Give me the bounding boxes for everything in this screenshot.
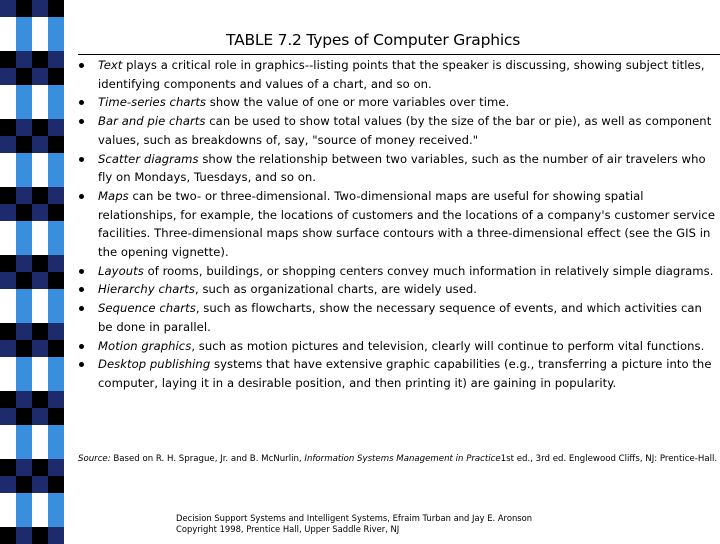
- stripe-cell: [16, 527, 32, 544]
- bullet-term: Time-series charts: [98, 95, 207, 110]
- stripe-cell: [16, 357, 32, 374]
- stripe-cell: [32, 136, 48, 153]
- stripe-cell: [48, 238, 64, 255]
- bullet-item: [76, 112, 716, 149]
- stripe-cell: [32, 272, 48, 289]
- stripe-cell: [0, 0, 16, 17]
- bullet-term: Text: [98, 58, 123, 72]
- stripe-cell: [48, 391, 64, 408]
- decorative-stripe-bar: [0, 0, 64, 540]
- stripe-cell: [16, 323, 32, 340]
- stripe-cell: [32, 357, 48, 374]
- stripe-cell: [32, 221, 48, 238]
- stripe-cell: [32, 187, 48, 204]
- stripe-cell: [16, 119, 32, 136]
- stripe-cell: [0, 408, 16, 425]
- stripe-cell: [0, 510, 16, 527]
- stripe-cell: [16, 238, 32, 255]
- stripe-cell: [48, 323, 64, 340]
- stripe-cell: [0, 187, 16, 204]
- bullet-term: Hierarchy charts: [98, 282, 195, 297]
- stripe-cell: [32, 119, 48, 136]
- stripe-cell: [48, 204, 64, 221]
- stripe-cell: [48, 85, 64, 102]
- stripe-cell: [16, 221, 32, 238]
- stripe-cell: [0, 119, 16, 136]
- stripe-cell: [0, 221, 16, 238]
- bullet-text: of rooms, buildings, or shopping centers convey much information in relatively simple diagrams.: [147, 263, 714, 278]
- stripe-cell: [48, 527, 64, 544]
- stripe-cell: [48, 68, 64, 85]
- stripe-cell: [16, 187, 32, 204]
- stripe-cell: [32, 408, 48, 425]
- bullet-text: , such as organizational charts, are widely used.: [194, 282, 478, 297]
- stripe-cell: [32, 510, 48, 527]
- stripe-cell: [0, 323, 16, 340]
- bullet-dot-icon: [79, 344, 84, 349]
- stripe-cell: [32, 102, 48, 119]
- stripe-cell: [0, 238, 16, 255]
- stripe-cell: [32, 340, 48, 357]
- stripe-cell: [0, 153, 16, 170]
- bullet-item: [76, 280, 716, 299]
- source-text-after: 1st ed., 3rd ed. Englewood Cliffs, NJ: Prentice-Hall.: [500, 454, 718, 464]
- stripe-column: [32, 0, 48, 540]
- stripe-cell: [0, 170, 16, 187]
- stripe-cell: [16, 102, 32, 119]
- stripe-cell: [0, 442, 16, 459]
- stripe-cell: [32, 476, 48, 493]
- stripe-cell: [16, 34, 32, 51]
- stripe-cell: [48, 510, 64, 527]
- stripe-cell: [48, 17, 64, 34]
- bullet-dot-icon: [79, 119, 84, 124]
- stripe-cell: [48, 442, 64, 459]
- bullet-item: [76, 262, 716, 281]
- stripe-column: [16, 0, 32, 540]
- stripe-cell: [0, 476, 16, 493]
- stripe-cell: [48, 255, 64, 272]
- bullet-text: , such as flowcharts, show the necessary sequence of events, and which activities can be done in parallel.: [98, 301, 702, 334]
- stripe-cell: [0, 340, 16, 357]
- stripe-cell: [32, 68, 48, 85]
- bullet-dot-icon: [79, 362, 84, 367]
- stripe-cell: [0, 85, 16, 102]
- stripe-cell: [16, 204, 32, 221]
- source-book-title: Information Systems Management in Practice: [304, 454, 501, 464]
- stripe-cell: [48, 425, 64, 442]
- stripe-cell: [0, 17, 16, 34]
- bullet-dot-icon: [79, 100, 84, 105]
- stripe-cell: [16, 476, 32, 493]
- stripe-cell: [32, 153, 48, 170]
- stripe-cell: [0, 425, 16, 442]
- stripe-column: [0, 0, 16, 540]
- stripe-cell: [16, 136, 32, 153]
- stripe-cell: [0, 68, 16, 85]
- stripe-cell: [48, 493, 64, 510]
- stripe-cell: [32, 170, 48, 187]
- stripe-cell: [16, 272, 32, 289]
- bullet-term: Sequence charts: [98, 301, 196, 316]
- bullet-dot-icon: [79, 63, 84, 68]
- stripe-cell: [48, 153, 64, 170]
- bullet-term: Motion graphics: [98, 338, 192, 353]
- bullet-dot-icon: [79, 194, 84, 199]
- stripe-cell: [32, 204, 48, 221]
- stripe-cell: [48, 408, 64, 425]
- stripe-cell: [0, 255, 16, 272]
- stripe-cell: [48, 136, 64, 153]
- stripe-cell: [0, 306, 16, 323]
- bullet-item: [76, 355, 716, 392]
- bullet-item: [76, 93, 716, 112]
- stripe-cell: [48, 0, 64, 17]
- stripe-cell: [32, 255, 48, 272]
- stripe-cell: [16, 510, 32, 527]
- bullet-dot-icon: [79, 287, 84, 292]
- stripe-cell: [16, 391, 32, 408]
- stripe-cell: [48, 51, 64, 68]
- bullet-dot-icon: [79, 269, 84, 274]
- stripe-cell: [16, 255, 32, 272]
- bullet-item: [76, 299, 716, 336]
- bullet-item: [76, 150, 716, 187]
- bullet-list: [76, 56, 716, 393]
- source-label: Source:: [78, 454, 111, 464]
- bullet-term: Desktop publishing: [98, 357, 211, 372]
- stripe-cell: [48, 119, 64, 136]
- stripe-cell: [16, 442, 32, 459]
- stripe-cell: [16, 17, 32, 34]
- stripe-cell: [48, 476, 64, 493]
- stripe-cell: [16, 153, 32, 170]
- stripe-cell: [48, 459, 64, 476]
- stripe-cell: [32, 374, 48, 391]
- stripe-cell: [0, 289, 16, 306]
- stripe-cell: [16, 68, 32, 85]
- stripe-cell: [48, 221, 64, 238]
- stripe-cell: [48, 34, 64, 51]
- stripe-cell: [16, 51, 32, 68]
- stripe-cell: [16, 340, 32, 357]
- stripe-cell: [48, 306, 64, 323]
- bullet-text: , such as motion pictures and television, clearly will continue to perform vital functions.: [191, 338, 705, 353]
- stripe-cell: [16, 425, 32, 442]
- bullet-text: show the value of one or more variables over time.: [209, 95, 510, 110]
- bullet-term: Layouts: [98, 263, 144, 278]
- stripe-cell: [32, 289, 48, 306]
- stripe-cell: [32, 17, 48, 34]
- title-divider: [78, 54, 720, 55]
- source-citation: [78, 451, 718, 468]
- stripe-cell: [32, 0, 48, 17]
- stripe-cell: [48, 374, 64, 391]
- stripe-cell: [48, 272, 64, 289]
- stripe-cell: [0, 527, 16, 544]
- stripe-cell: [16, 306, 32, 323]
- stripe-cell: [32, 425, 48, 442]
- copyright-footer: [176, 513, 532, 535]
- bullet-text: plays a critical role in graphics--listing points that the speaker is discussing, showing subject titles, identifying components and values of a chart, and so on.: [98, 58, 705, 91]
- stripe-cell: [32, 306, 48, 323]
- stripe-column: [48, 0, 64, 540]
- stripe-cell: [32, 459, 48, 476]
- stripe-cell: [32, 238, 48, 255]
- stripe-cell: [48, 289, 64, 306]
- stripe-cell: [16, 408, 32, 425]
- stripe-cell: [48, 340, 64, 357]
- stripe-cell: [16, 493, 32, 510]
- stripe-cell: [48, 102, 64, 119]
- stripe-cell: [16, 459, 32, 476]
- stripe-cell: [48, 187, 64, 204]
- stripe-cell: [32, 442, 48, 459]
- stripe-cell: [48, 357, 64, 374]
- bullet-text: systems that have extensive graphic capabilities (e.g., transferring a picture into the computer, laying it in a desirable position, and then printing it) are gaining in popularity.: [98, 357, 712, 390]
- stripe-cell: [0, 34, 16, 51]
- bullet-item: [76, 56, 716, 93]
- bullet-text: show the relationship between two variables, such as the number of air travelers who fly on Mondays, Tuesdays, and so on.: [98, 151, 706, 185]
- stripe-cell: [32, 493, 48, 510]
- stripe-cell: [16, 374, 32, 391]
- bullet-text: can be used to show total values (by the size of the bar or pie), as well as component values, such as breakdowns of, say, "source of money received.": [98, 114, 712, 147]
- stripe-cell: [0, 272, 16, 289]
- stripe-cell: [32, 85, 48, 102]
- footer-line-2: Copyright 1998, Prentice Hall, Upper Saddle River, NJ: [176, 524, 400, 534]
- stripe-cell: [16, 0, 32, 17]
- stripe-cell: [16, 289, 32, 306]
- source-text-before: Based on R. H. Sprague, Jr. and B. McNurlin,: [113, 454, 302, 464]
- stripe-cell: [0, 391, 16, 408]
- stripe-cell: [0, 459, 16, 476]
- stripe-cell: [0, 357, 16, 374]
- bullet-term: Maps: [98, 188, 129, 203]
- bullet-term: Scatter diagrams: [98, 151, 199, 166]
- bullet-dot-icon: [79, 157, 84, 162]
- stripe-cell: [48, 170, 64, 187]
- bullet-item: [76, 337, 716, 356]
- stripe-cell: [0, 102, 16, 119]
- stripe-cell: [0, 204, 16, 221]
- stripe-cell: [32, 527, 48, 544]
- stripe-cell: [16, 85, 32, 102]
- bullet-term: Bar and pie charts: [98, 114, 206, 129]
- stripe-cell: [16, 170, 32, 187]
- bullet-dot-icon: [79, 306, 84, 311]
- bullet-text: can be two- or three-dimensional. Two-dimensional maps are useful for showing spatial relationships, for example, the locations of customers and the locations of a company's customer service facilities. Three-dimensional maps show surface contours with a three-dimensional effect (see the GIS in the opening vignette).: [98, 188, 716, 260]
- stripe-cell: [32, 34, 48, 51]
- stripe-cell: [0, 493, 16, 510]
- stripe-cell: [0, 374, 16, 391]
- stripe-cell: [32, 391, 48, 408]
- stripe-cell: [0, 136, 16, 153]
- bullet-item: [76, 187, 716, 262]
- stripe-cell: [32, 51, 48, 68]
- stripe-cell: [0, 51, 16, 68]
- page-title: TABLE 7.2 Types of Computer Graphics: [226, 31, 521, 49]
- footer-line-1: Decision Support Systems and Intelligent Systems, Efraim Turban and Jay E. Aronson: [176, 513, 533, 523]
- stripe-cell: [32, 323, 48, 340]
